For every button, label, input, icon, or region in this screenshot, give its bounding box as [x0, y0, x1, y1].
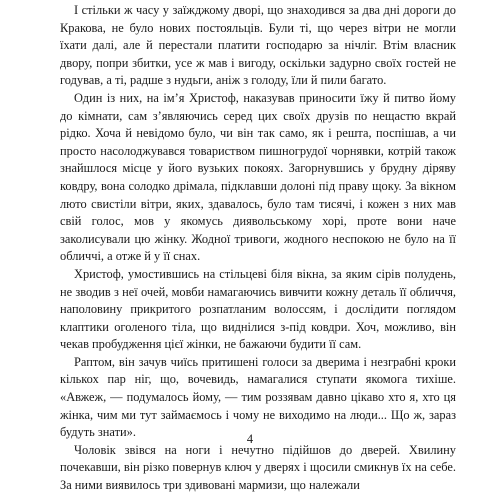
- paragraph: Один із них, на ім’я Христоф, наказував приносити їжу й питво йому до кімнати, сам з’являючись серед цих своїх друзів по нещастю вкрай рідко. Хоча й невідомо було, чи він так само, як і решта, поспішав, а чи просто насолоджувався товариством пишногрудої чорнявки, котрій також знайшлося місце у його вузьких покоях. Загорнувшись у брудну діряву ковдру, вона солодко дрімала, підклавши долоні під праву щоку. За вікном люто свистіли вітри, яких, здавалось, було там тисячі, і кожен з них мав свій голос, мов у якомусь диявольському хорі, проте вони наче заколисували цю жінку. Жодної тривоги, жодного неспокою не було на її обличчі, а отже й у її снах.: [60, 90, 456, 264]
- paragraph: Христоф, умостившись на стільцеві біля вікна, за яким сірів полудень, не зводив з неї очей, мовби намагаючись вивчити кожну деталь її обличчя, наполовину прикритого розпатланим волоссям, і дослідити поглядом клаптики оголеного тіла, що виднілися з-під ковдри. Хоч, можливо, він чекав пробудження цієї жінки, не бажаючи будити її сам.: [60, 266, 456, 352]
- paragraph: І стільки ж часу у заїжджому дворі, що знаходився за два дні дороги до Кракова, не було нових постояльців. Були ті, що через вітри не могли їхати далі, але й перестали платити господарю за нічліг. Втім власник двору, попри збитки, усе ж мав і вигоду, оскільки задурно своїх гостей не годував, а ті, радше з нудьги, аніж з голоду, їли й пили багато.: [60, 3, 456, 88]
- paragraph: Чоловік звівся на ноги і нечутно підійшов до дверей. Хвилину почекавши, він різко повернув ключ у дверях і щосили смикнув їх на себе. За ними виявилось три здивовані мармизи, що належали: [60, 442, 456, 493]
- paragraph: Раптом, він зачув чиїсь притишені голоси за дверима і незграбні кроки кількох пар ніг, що, вочевидь, намагалися ступати якомога тихіше. «Авжеж, — подумалось йому, — тим роззявам давно цікаво хто я, хто ця жінка, чим ми тут займаємось і чому не виходимо на люди... Що ж, зараз будуть знати».: [60, 354, 456, 440]
- page-number: 4: [246, 432, 254, 446]
